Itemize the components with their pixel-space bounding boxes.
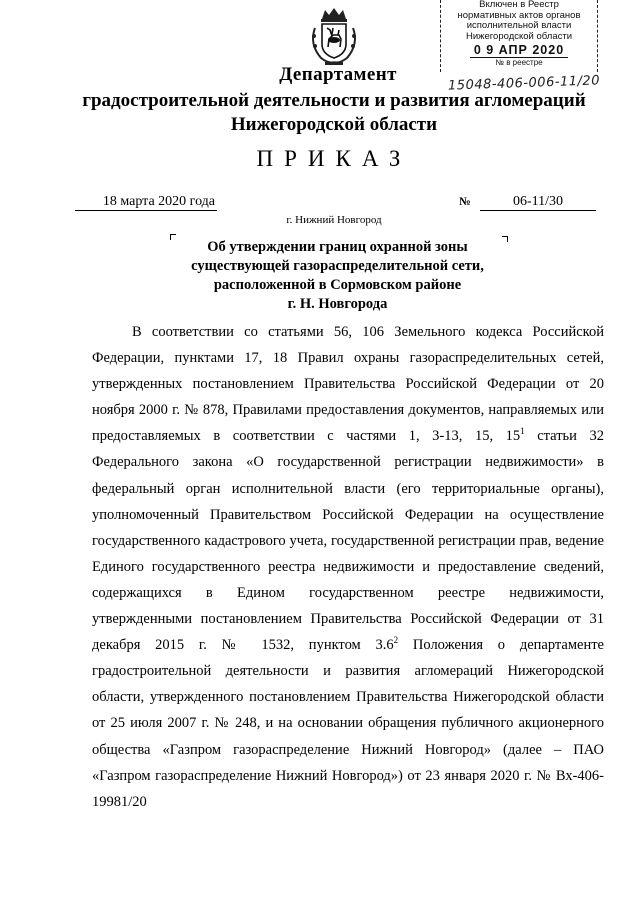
document-type-title: ПРИКАЗ — [256, 146, 412, 171]
stamp-line-1: Включен в Реестр — [479, 0, 559, 10]
department-title-line-3: Нижегородской области — [230, 114, 438, 135]
order-date: 18 марта 2020 года — [75, 194, 217, 211]
department-title-line-1: Департамент — [279, 64, 397, 85]
stamp-line-3: исполнительной власти — [466, 20, 572, 31]
registry-stamp — [440, 0, 598, 72]
subject-line-2: существующей газораспределительной сети, — [191, 258, 484, 274]
order-number: 06-11/30 — [480, 194, 596, 211]
body-text-part-1: В соответствии со статьями 56, 106 Земельного кодекса Российской Федерации, пунктами 17, 18 Правил охраны газораспределительных сетей, утвержденных постановлением Правительства Российской Федерации от 20 ноября 2000 г. № 878, Правилами предоставления документов, направляемых или предоставляемых в соответствии с частями 1, 3-13, 15, 15 — [92, 324, 604, 445]
coat-of-arms-emblem — [305, 6, 363, 68]
stamp-date: 0 9 АПР 2020 — [470, 43, 568, 58]
number-sign: № — [459, 196, 471, 208]
order-body-paragraph — [92, 319, 604, 815]
department-title-line-2: градостроительной деятельности и развития агломераций — [82, 90, 586, 111]
body-text-part-2: статьи 32 Федерального закона «О государственной регистрации недвижимости» в федеральный орган исполнительной власти (его территориальные органы), уполномоченный Правительством Российской Федерации на осуществление государственного кадастрового учета, государственной регистрации прав, ведение Единого государственного реестра недвижимости и предоставление сведений, содержащихся в Едином государственном реестре недвижимости, утвержденными постановлением Правительства Российской Федерации от 31 декабря 2015 г. № 1532, пунктом 3.6 — [92, 428, 604, 654]
body-superscript-1: 1 — [520, 426, 525, 437]
stamp-line-2: нормативных актов органов — [457, 9, 581, 21]
stamp-line-4: Нижегородской области — [465, 30, 573, 42]
stamp-registry-number: 15048-406-006-11/20 — [447, 73, 601, 94]
subject-line-3: расположенной в Сормовском районе — [213, 277, 462, 293]
body-superscript-2: 2 — [393, 635, 399, 646]
body-text-part-3: Положения о департаменте градостроительной деятельности и развития агломераций Нижегородской области, утвержденного постановлением Правительства Нижегородской области от 25 июля 2007 г. № 248, и на основании обращения публичного акционерного общества «Газпром газораспределение Нижний Новгород» (далее – ПАО «Газпром газораспределение Нижний Новгород») от 23 января 2020 г. № Вх-406-19981/20 — [92, 637, 604, 810]
subject-corner-right-mark — [502, 236, 508, 242]
stamp-registry-label: № в реестре — [495, 57, 543, 67]
order-subject — [175, 238, 500, 314]
subject-line-1: Об утверждении границ охранной зоны — [207, 239, 468, 255]
city-name: г. Нижний Новгород — [286, 214, 382, 226]
subject-line-4: г. Н. Новгорода — [287, 296, 388, 312]
